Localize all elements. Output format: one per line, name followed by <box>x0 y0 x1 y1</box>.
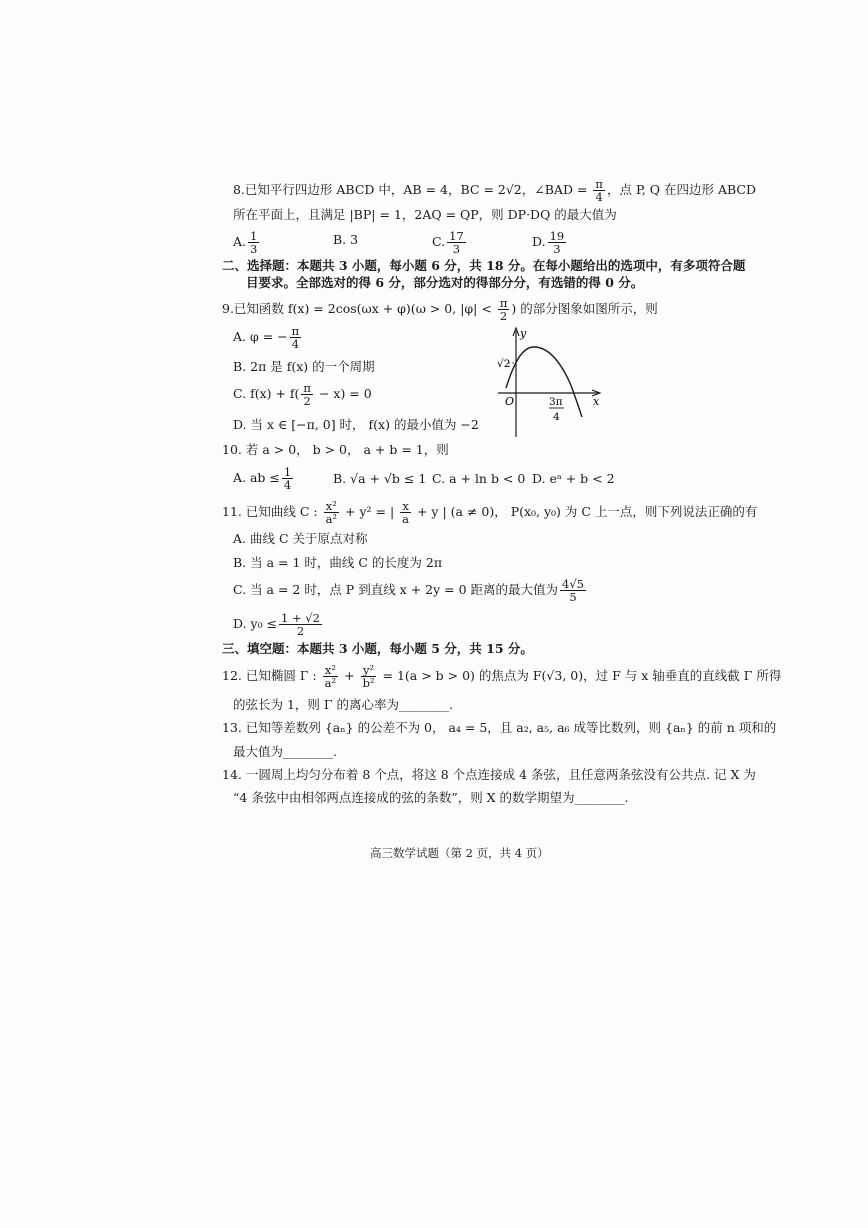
q12-line2: 的弦长为 1，则 Γ 的离心率为________. <box>233 697 454 712</box>
origin-label: O <box>505 395 515 408</box>
q8-line2: 所在平面上，且满足 |BP| = 1，2AQ = QP，则 DP·DQ 的最大值为 <box>233 207 617 222</box>
x-label: x <box>593 395 600 408</box>
q9-option-a: A. φ = − $\frac{\pi}{4}$ <box>233 324 300 351</box>
q11-stem: 11. 已知曲线 C : $\frac{\text{x²}}{\text{a²}}$ + y² = | $\frac{x}{a}$ + y | (a ≠ 0)， P(x₀, y₀) 为 C 上一点，则下列说法正确的有 <box>222 499 758 526</box>
q9-option-d: D. 当 x ∈ [−π, 0] 时， f(x) 的最小值为 −2 <box>233 417 479 432</box>
q9-stem: 9.已知函数 f(x) = 2cos(ωx + φ)(ω > 0, |φ| < $\frac{\pi}{2}$ ) 的部分图象如图所示，则 <box>222 296 658 323</box>
q9-option-c: C. f(x) + f( $\frac{\pi}{2}$ − x) = 0 <box>233 381 372 408</box>
q11-option-c: C. 当 a = 2 时，点 P 到直线 x + 2y = 0 距离的最大值为 $\frac{4√5}{5}$ <box>233 577 584 604</box>
q9-option-b: B. 2π 是 f(x) 的一个周期 <box>233 359 375 374</box>
q10-option-b: B. √a + √b ≤ 1 <box>333 471 427 486</box>
q14-line1: 14. 一圆周上均匀分布着 8 个点，将这 8 个点连接成 4 条弦，且任意两条弦没有公共点. 记 X 为 <box>222 767 756 782</box>
q8-option-c: C. $\frac{17}{3}$ <box>432 229 464 256</box>
q12-line1: 12. 已知椭圆 Γ : $\frac{\text{x²}}{\text{a²}}$ + $\frac{\text{y²}}{\text{b²}}$ = 1(a > b > 0) 的焦点为 F(√3, 0)，过 F 与 x 轴垂直的直线截 Γ 所得 <box>222 663 782 690</box>
cosine-curve <box>506 347 582 417</box>
q13-line2: 最大值为________. <box>233 744 337 759</box>
q8-option-a: A. $\frac{1}{3}$ <box>233 229 258 256</box>
x-tick-den: 4 <box>553 411 560 423</box>
section2-heading-cont: 目要求。全部选对的得 6 分，部分选对的得部分分，有选错的得 0 分。 <box>246 275 644 290</box>
q11-option-b: B. 当 a = 1 时，曲线 C 的长度为 2π <box>233 555 443 570</box>
q10-option-d: D. eᵃ + b < 2 <box>532 471 615 486</box>
y-label: y <box>520 327 527 340</box>
q11-option-a: A. 曲线 C 关于原点对称 <box>233 531 368 546</box>
section2-heading: 二、选择题：本题共 3 小题，每小题 6 分，共 18 分。在每小题给出的选项中，有多项符合题 <box>222 258 746 273</box>
x-tick-num: 3π <box>549 396 563 408</box>
q8-line1: 8.已知平行四边形 ABCD 中，AB = 4，BC = 2√2，∠BAD = $\frac{\pi}{4}$ ，点 P, Q 在四边形 ABCD <box>233 177 756 204</box>
q9-function-graph <box>470 325 610 440</box>
q13-line1: 13. 已知等差数列 {aₙ} 的公差不为 0， a₄ = 5，且 a₂, a₅, a₆ 成等比数列，则 {aₙ} 的前 n 项和的 <box>222 720 777 735</box>
q14-line2: “4 条弦中由相邻两点连接成的弦的条数”，则 X 的数学期望为________. <box>233 790 629 805</box>
q10-stem: 10. 若 a > 0， b > 0， a + b = 1，则 <box>222 442 449 457</box>
q10-option-a: A. ab ≤ $\frac{1}{4}$ <box>233 465 292 492</box>
q8-option-d: D. $\frac{19}{3}$ <box>532 229 565 256</box>
q8-angle-fraction: $\frac{\pi}{4}$ <box>595 177 603 204</box>
q8-option-b: B. 3 <box>333 232 359 247</box>
q10-option-c: C. a + ln b < 0 <box>432 471 526 486</box>
q11-option-d: D. y₀ ≤ $\frac{1 + √2}{2}$ <box>233 611 320 638</box>
page-footer: 高三数学试题（第 2 页，共 4 页） <box>370 846 549 860</box>
y-tick-sqrt2: √2 <box>497 358 511 370</box>
section3-heading: 三、填空题：本题共 3 小题，每小题 5 分，共 15 分。 <box>222 641 533 656</box>
